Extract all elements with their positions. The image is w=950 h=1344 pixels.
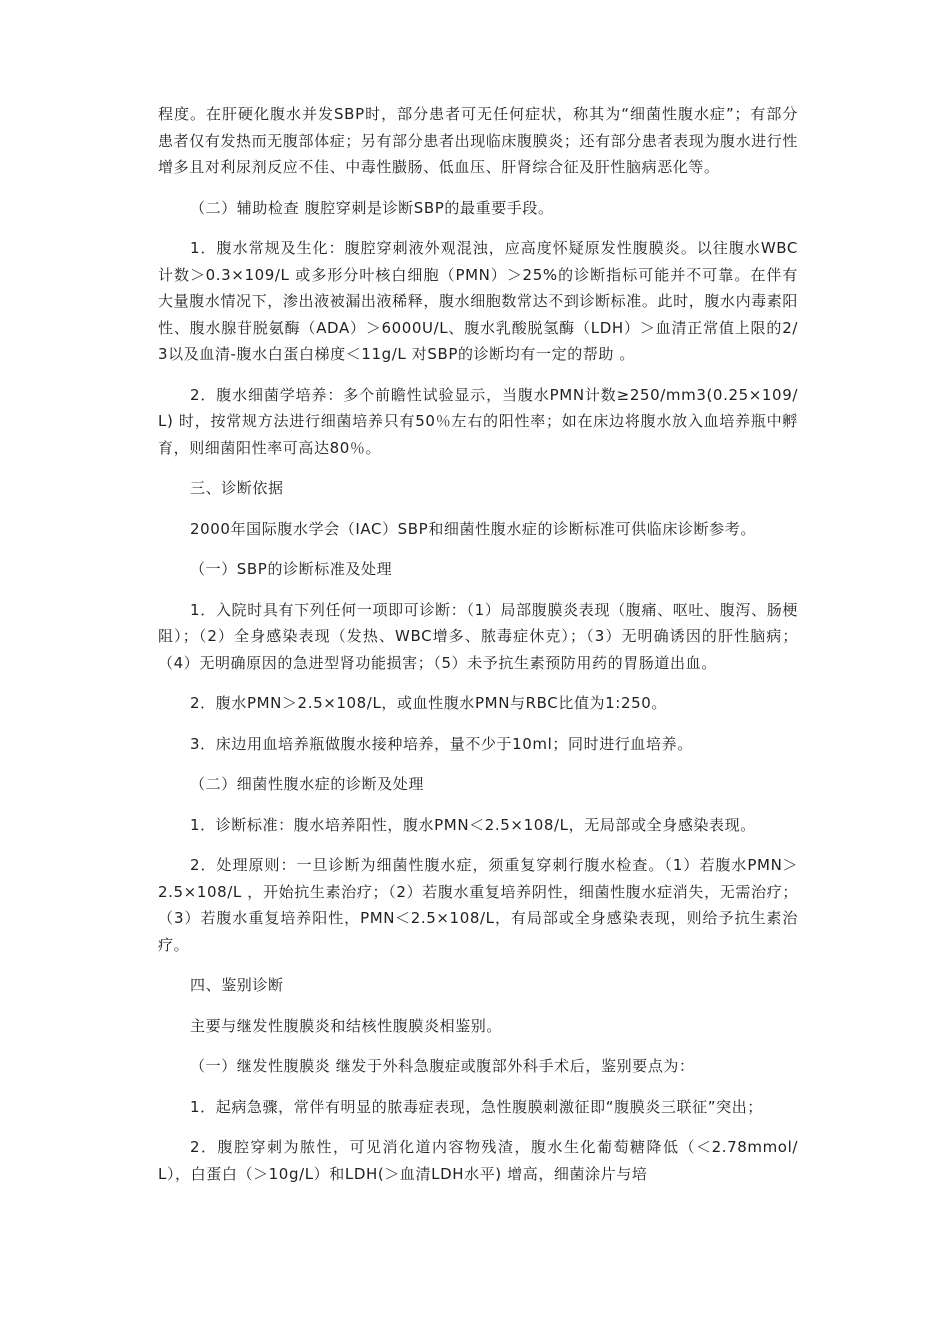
paragraph-2: （二）辅助检查 腹腔穿刺是诊断SBP的最重要手段。 — [190, 198, 554, 217]
paragraph-10: 3．床边用血培养瓶做腹水接种培养，量不少于10ml；同时进行血培养。 — [190, 734, 693, 753]
paragraph-4: 2．腹水细菌学培养：多个前瞻性试验显示，当腹水PMN计数≥250/mm3(0.25×109/L) 时，按常规方法进行细菌培养只有50％左右的阳性率；如在床边将腹水放入血培养瓶中孵育，则细菌阳性率可高达80％。 — [158, 385, 798, 457]
paragraph-15: 主要与继发性腹膜炎和结核性腹膜炎相鉴别。 — [190, 1016, 503, 1035]
paragraph-12: 1．诊断标准：腹水培养阳性，腹水PMN＜2.5×108/L，无局部或全身感染表现。 — [190, 815, 756, 834]
paragraph-3: 1．腹水常规及生化：腹腔穿刺液外观混浊，应高度怀疑原发性腹膜炎。以往腹水WBC 计数＞0.3×109/L 或多形分叶核白细胞（PMN）＞25%的诊断指标可能并不可靠。在伴有大量腹水情况下，渗出液被漏出液稀释，腹水细胞数常达不到诊断标准。此时，腹水内毒素阳性、腹水腺苷脱氨酶（ADA）＞6000U/L、腹水乳酸脱氢酶（LDH）＞血清正常值上限的2/3以及血清-腹水白蛋白梯度＜11g/L 对SBP的诊断均有一定的帮助 。 — [158, 239, 798, 363]
paragraph-9: 2．腹水PMN＞2.5×108/L，或血性腹水PMN与RBC比值为1:250。 — [190, 694, 667, 712]
paragraph-17: 1．起病急骤，常伴有明显的脓毒症表现，急性腹膜刺激征即“腹膜炎三联征”突出； — [190, 1097, 763, 1116]
paragraph-6: 2000年国际腹水学会（IAC）SBP和细菌性腹水症的诊断标准可供临床诊断参考。 — [190, 519, 756, 538]
subsection-heading-secondary: （一）继发性腹膜炎 继发于外科急腹症或腹部外科手术后，鉴别要点为： — [190, 1057, 695, 1075]
paragraph-1: 程度。在肝硬化腹水并发SBP时，部分患者可无任何症状，称其为“细菌性腹水症”；有部分患者仅有发热而无腹部体症；另有部分患者出现临床腹膜炎；还有部分患者表现为腹水进行性增多且对利尿剂反应不佳、中毒性臌肠、低血压、肝肾综合征及肝性脑病恶化等。 — [158, 105, 798, 176]
document-page — [158, 101, 798, 1201]
section-heading-3: 三、诊断依据 — [190, 479, 284, 497]
paragraph-18: 2．腹腔穿刺为脓性，可见消化道内容物残渣，腹水生化葡萄糖降低（＜2.78mmol/L），白蛋白（＞10g/L）和LDH(＞血清LDH水平) 增高，细菌涂片与培 — [158, 1138, 798, 1183]
subsection-heading-sbp: （一）SBP的诊断标准及处理 — [190, 560, 393, 578]
paragraph-8: 1．入院时具有下列任何一项即可诊断：（1）局部腹膜炎表现（腹痛、呕吐、腹泻、肠梗阻）；（2）全身感染表现（发热、WBC增多、脓毒症休克）；（3）无明确诱因的肝性脑病；（4）无明确原因的急进型肾功能损害；（5）未予抗生素预防用药的胃肠道出血。 — [158, 600, 798, 672]
subsection-heading-bacterascites: （二）细菌性腹水症的诊断及处理 — [190, 775, 425, 793]
section-heading-4: 四、鉴别诊断 — [190, 976, 284, 994]
paragraph-13: 2．处理原则：一旦诊断为细菌性腹水症，须重复穿刺行腹水检查。（1）若腹水PMN＞2.5×108/L ，开始抗生素治疗；（2）若腹水重复培养阴性，细菌性腹水症消失，无需治疗；（3）若腹水重复培养阳性，PMN＜2.5×108/L，有局部或全身感染表现，则给予抗生素治疗。 — [158, 856, 798, 954]
